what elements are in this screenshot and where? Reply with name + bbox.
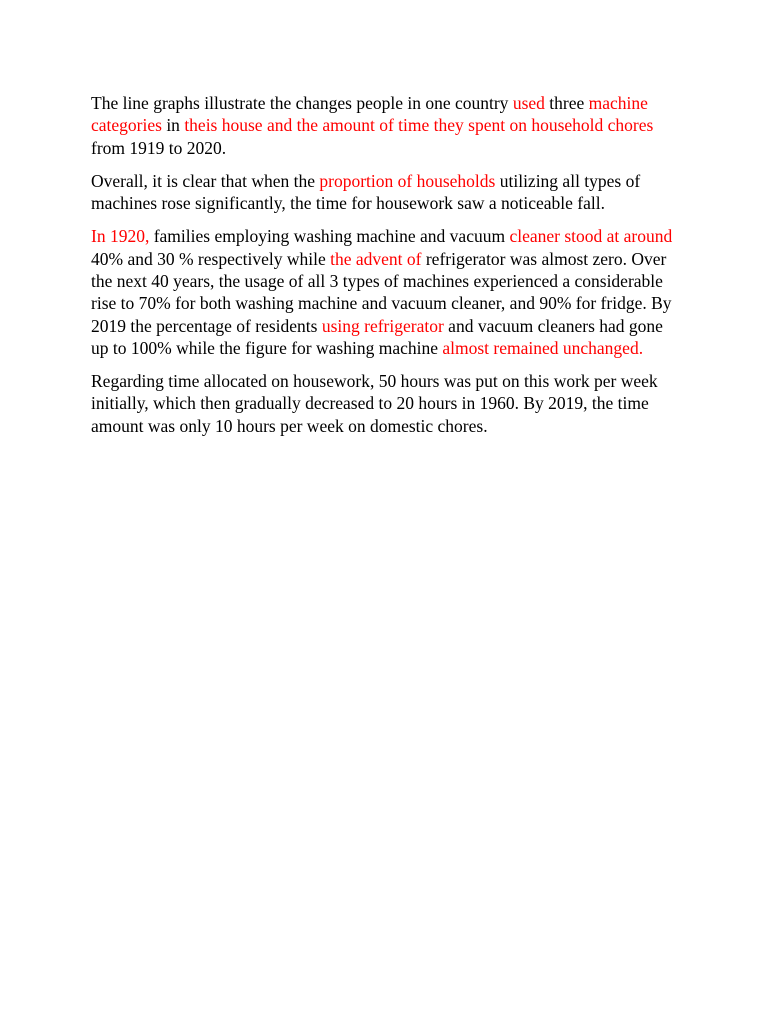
paragraph-4	[91, 370, 768, 437]
text-run: and vacuum cleaners had gone	[443, 315, 663, 336]
text-line	[91, 392, 768, 414]
text-run: Regarding time allocated on housework, 50 hours was put on this work per week	[91, 371, 658, 392]
text-line	[91, 114, 768, 136]
text-line	[91, 292, 768, 314]
text-run: 40% and 30 % respectively while	[91, 248, 331, 269]
text-line	[91, 192, 768, 214]
text-line	[91, 248, 768, 270]
text-run: initially, which then gradually decreased to 20 hours in 1960. By 2019, the time	[91, 393, 649, 414]
highlighted-text: categories	[91, 115, 162, 136]
highlighted-text: almost remained unchanged.	[442, 338, 644, 359]
document-body	[91, 92, 768, 437]
text-run: in	[161, 115, 185, 136]
text-run: utilizing all types of	[495, 170, 641, 191]
highlighted-text: In 1920,	[91, 226, 150, 247]
text-line	[91, 370, 768, 392]
text-line	[91, 315, 768, 337]
highlighted-text: cleaner stood at around	[509, 226, 673, 247]
text-run: Overall, it is clear that when the	[91, 170, 320, 191]
text-run: amount was only 10 hours per week on domestic chores.	[91, 415, 488, 436]
paragraph-2	[91, 170, 768, 215]
text-line	[91, 170, 768, 192]
text-line	[91, 92, 768, 114]
text-line	[91, 270, 768, 292]
text-run: three	[544, 93, 589, 113]
text-line	[91, 137, 768, 159]
highlighted-text: proportion of households	[319, 170, 496, 191]
text-run: refrigerator was almost zero. Over	[421, 248, 667, 269]
text-run: up to 100% while the figure for washing machine	[91, 338, 443, 359]
text-line	[91, 415, 768, 437]
highlighted-text: the advent of	[330, 248, 422, 269]
highlighted-text: theis house and the amount of time they spent on household chores	[184, 115, 654, 136]
text-run: the next 40 years, the usage of all 3 types of machines experienced a considerable	[91, 270, 663, 291]
text-run: machines rose significantly, the time for housework saw a noticeable fall.	[91, 193, 605, 214]
text-run: from 1919 to 2020.	[91, 137, 227, 158]
highlighted-text: machine	[588, 93, 648, 113]
highlighted-text: using refrigerator	[321, 315, 444, 336]
text-run: rise to 70% for both washing machine and vacuum cleaner, and 90% for fridge. By	[91, 293, 672, 314]
text-run: The line graphs illustrate the changes people in one country	[91, 93, 513, 113]
paragraph-1	[91, 92, 768, 159]
text-line	[91, 225, 768, 247]
highlighted-text: used	[512, 93, 545, 113]
text-run: families employing washing machine and vacuum	[149, 226, 510, 247]
text-run: 2019 the percentage of residents	[91, 315, 322, 336]
text-line	[91, 337, 768, 359]
paragraph-3	[91, 225, 768, 359]
